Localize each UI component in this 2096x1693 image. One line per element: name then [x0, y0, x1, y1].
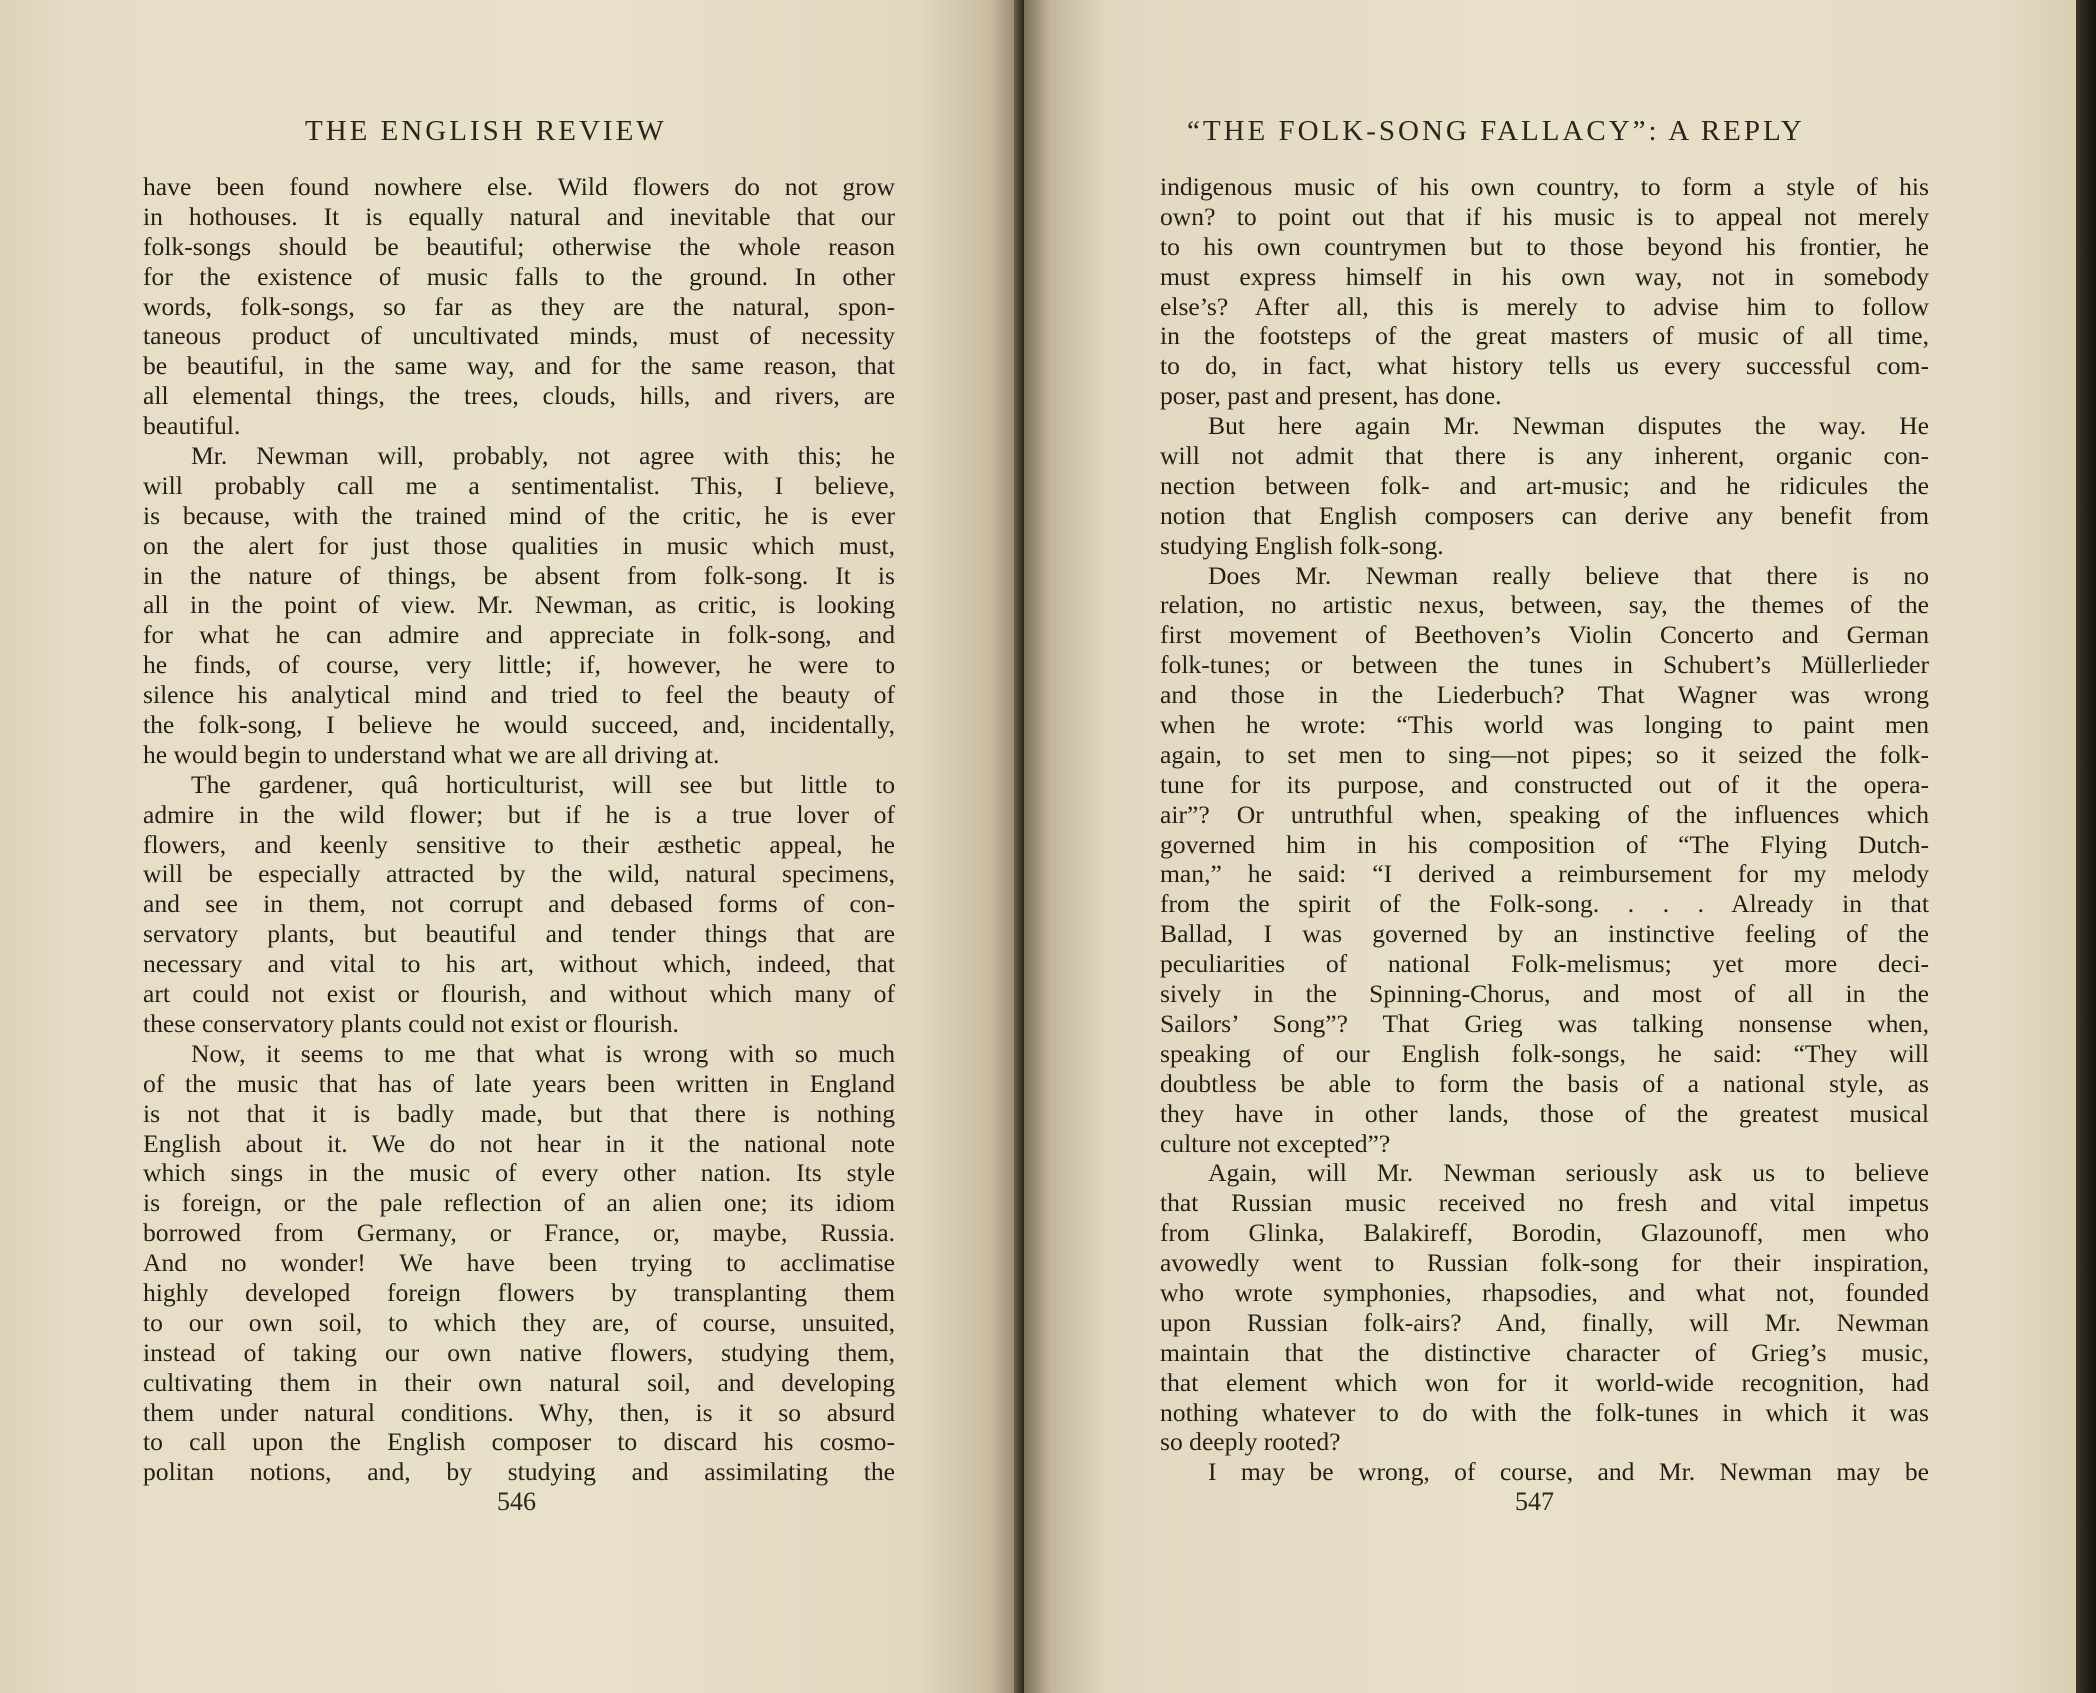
text-line: all elemental things, the trees, clouds, hills, and rivers, are [143, 381, 895, 411]
text-line: that Russian music received no fresh and vital impetus [1160, 1188, 1929, 1218]
text-line: peculiarities of national Folk-melismus; yet more deci- [1160, 949, 1929, 979]
text-line: be beautiful, in the same way, and for the same reason, that [143, 351, 895, 381]
text-line: culture not excepted”? [1160, 1128, 1391, 1158]
text-line: flowers, and keenly sensitive to their æsthetic appeal, he [143, 829, 895, 859]
text-line: art could not exist or flourish, and without which many of [143, 979, 895, 1009]
text-line: will not admit that there is any inherent, organic con- [1160, 441, 1929, 471]
text-line: borrowed from Germany, or France, or, maybe, Russia. [143, 1218, 895, 1248]
text-line: indigenous music of his own country, to form a style of his [1160, 172, 1929, 201]
text-line: silence his analytical mind and tried to feel the beauty of [143, 680, 895, 710]
text-line: in the footsteps of the great masters of music of all time, [1160, 321, 1929, 351]
text-line: them under natural conditions. Why, then, is it so absurd [143, 1397, 895, 1427]
text-line: But here again Mr. Newman disputes the way. He [1208, 411, 1929, 441]
book-edge [2076, 0, 2096, 1693]
text-line: must express himself in his own way, not in somebody [1160, 261, 1929, 291]
text-line: beautiful. [143, 411, 241, 441]
text-line: to our own soil, to which they are, of course, unsuited, [143, 1307, 895, 1337]
text-line: Ballad, I was governed by an instinctive feeling of the [1160, 919, 1929, 949]
text-line: sively in the Spinning-Chorus, and most of all in the [1160, 979, 1929, 1009]
text-line: taneous product of uncultivated minds, must of necessity [143, 321, 895, 351]
right-page [1024, 0, 2076, 1693]
text-line: all in the point of view. Mr. Newman, as critic, is looking [143, 590, 895, 620]
text-line: highly developed foreign flowers by transplanting them [143, 1277, 895, 1307]
text-line: relation, no artistic nexus, between, say, the themes of the [1160, 590, 1929, 620]
text-line: he would begin to understand what we are all driving at. [143, 739, 720, 769]
text-line: will be especially attracted by the wild, natural specimens, [143, 859, 895, 889]
text-line: maintain that the distinctive character of Grieg’s music, [1160, 1337, 1929, 1367]
running-head-left: THE ENGLISH REVIEW [305, 115, 667, 147]
text-line: have been found nowhere else. Wild flowers do not grow [143, 172, 895, 201]
text-line: Does Mr. Newman really believe that there is no [1208, 560, 1929, 590]
text-line: English about it. We do not hear in it the national note [143, 1128, 895, 1158]
text-line: politan notions, and, by studying and assimilating the [143, 1457, 895, 1487]
text-line: when he wrote: “This world was longing to paint men [1160, 710, 1929, 740]
text-line: air”? Or untruthful when, speaking of the influences which [1160, 799, 1929, 829]
text-line: Sailors’ Song”? That Grieg was talking nonsense when, [1160, 1008, 1929, 1038]
text-line: that element which won for it world-wide recognition, had [1160, 1367, 1929, 1397]
running-head-right: “THE FOLK-SONG FALLACY”: A REPLY [1187, 115, 1805, 147]
text-line: own? to point out that if his music is to appeal not merely [1160, 201, 1929, 231]
text-line: avowedly went to Russian folk-song for their inspiration, [1160, 1248, 1929, 1278]
text-line: Mr. Newman will, probably, not agree with this; he [191, 441, 895, 471]
text-line: who wrote symphonies, rhapsodies, and what not, founded [1160, 1277, 1929, 1307]
text-line: notion that English composers can derive any benefit from [1160, 500, 1929, 530]
text-line: necessary and vital to his art, without which, indeed, that [143, 949, 895, 979]
left-page-body [143, 172, 895, 1487]
text-line: And no wonder! We have been trying to acclimatise [143, 1248, 895, 1278]
text-line: they have in other lands, those of the greatest musical [1160, 1098, 1929, 1128]
text-line: I may be wrong, of course, and Mr. Newman may be [1208, 1457, 1929, 1487]
text-line: first movement of Beethoven’s Violin Concerto and German [1160, 620, 1929, 650]
text-line: is because, with the trained mind of the critic, he is ever [143, 500, 895, 530]
text-line: and see in them, not corrupt and debased forms of con- [143, 889, 895, 919]
text-line: on the alert for just those qualities in music which must, [143, 530, 895, 560]
text-line: studying English folk-song. [1160, 530, 1444, 560]
text-line: again, to set men to sing—not pipes; so it seized the folk- [1160, 739, 1929, 769]
text-line: and those in the Liederbuch? That Wagner was wrong [1160, 680, 1929, 710]
right-page-body [1160, 172, 1929, 1487]
left-page [0, 0, 1020, 1693]
text-line: man,” he said: “I derived a reimbursement for my melody [1160, 859, 1929, 889]
text-line: to his own countrymen but to those beyond his frontier, he [1160, 231, 1929, 261]
text-line: to call upon the English composer to discard his cosmo- [143, 1427, 895, 1457]
text-line: doubtless be able to form the basis of a national style, as [1160, 1068, 1929, 1098]
text-line: else’s? After all, this is merely to advise him to follow [1160, 291, 1929, 321]
text-line: upon Russian folk-airs? And, finally, will Mr. Newman [1160, 1307, 1929, 1337]
text-line: from the spirit of the Folk-song. . . . Already in that [1160, 889, 1929, 919]
text-line: words, folk-songs, so far as they are the natural, spon- [143, 291, 895, 321]
text-line: in hothouses. It is equally natural and inevitable that our [143, 201, 895, 231]
text-line: to do, in fact, what history tells us every successful com- [1160, 351, 1929, 381]
text-line: the folk-song, I believe he would succeed, and, incidentally, [143, 710, 895, 740]
text-line: The gardener, quâ horticulturist, will see but little to [191, 769, 895, 799]
page-number-left: 546 [497, 1487, 536, 1516]
text-line: cultivating them in their own natural soil, and developing [143, 1367, 895, 1397]
text-line: speaking of our English folk-songs, he said: “They will [1160, 1038, 1929, 1068]
text-line: for what he can admire and appreciate in folk-song, and [143, 620, 895, 650]
text-line: for the existence of music falls to the ground. In other [143, 261, 895, 291]
text-line: Again, will Mr. Newman seriously ask us to believe [1208, 1158, 1929, 1188]
text-line: which sings in the music of every other nation. Its style [143, 1158, 895, 1188]
text-line: he finds, of course, very little; if, however, he were to [143, 650, 895, 680]
text-line: nothing whatever to do with the folk-tunes in which it was [1160, 1397, 1929, 1427]
page-number-right: 547 [1515, 1487, 1554, 1516]
text-line: is foreign, or the pale reflection of an alien one; its idiom [143, 1188, 895, 1218]
text-line: is not that it is badly made, but that there is nothing [143, 1098, 895, 1128]
text-line: will probably call me a sentimentalist. This, I believe, [143, 470, 895, 500]
text-line: these conservatory plants could not exist or flourish. [143, 1008, 679, 1038]
text-line: servatory plants, but beautiful and tender things that are [143, 919, 895, 949]
text-line: from Glinka, Balakireff, Borodin, Glazounoff, men who [1160, 1218, 1929, 1248]
text-line: so deeply rooted? [1160, 1427, 1341, 1457]
text-line: in the nature of things, be absent from folk-song. It is [143, 560, 895, 590]
text-line: folk-tunes; or between the tunes in Schubert’s Müllerlieder [1160, 650, 1929, 680]
text-line: Now, it seems to me that what is wrong with so much [191, 1038, 895, 1068]
text-line: poser, past and present, has done. [1160, 381, 1502, 411]
text-line: tune for its purpose, and constructed out of it the opera- [1160, 769, 1929, 799]
text-line: folk-songs should be beautiful; otherwise the whole reason [143, 231, 895, 261]
text-line: instead of taking our own native flowers, studying them, [143, 1337, 895, 1367]
text-line: of the music that has of late years been written in England [143, 1068, 895, 1098]
text-line: governed him in his composition of “The Flying Dutch- [1160, 829, 1929, 859]
text-line: admire in the wild flower; but if he is a true lover of [143, 799, 895, 829]
text-line: nection between folk- and art-music; and he ridicules the [1160, 470, 1929, 500]
